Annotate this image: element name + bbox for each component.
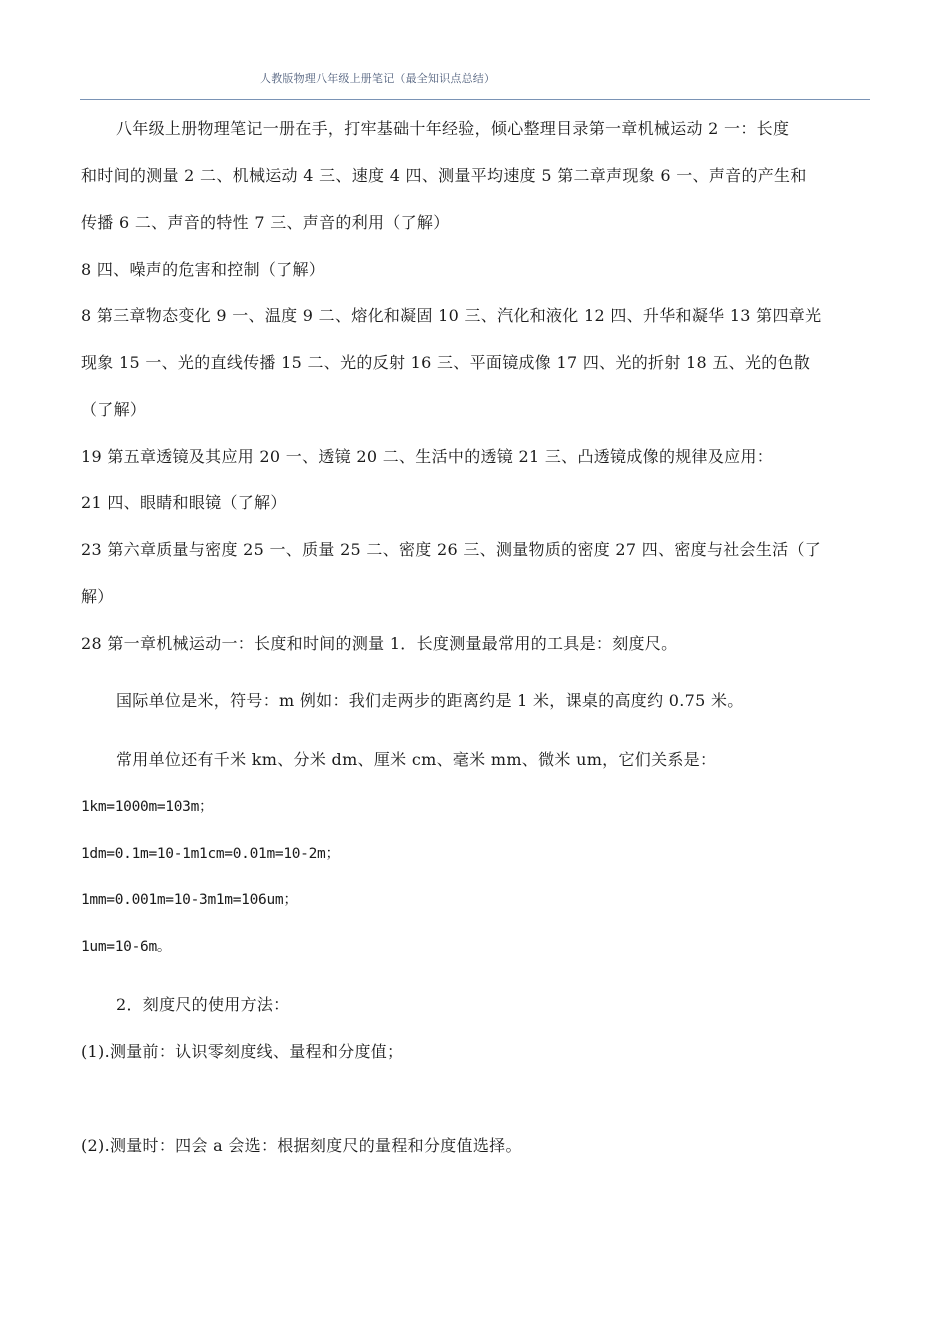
paragraph-line: 8 四、噪声的危害和控制（了解） <box>81 260 326 279</box>
formula-line: 1um=10-6m。 <box>81 939 172 955</box>
paragraph-line: 八年级上册物理笔记一册在手，打牢基础十年经验，倾心整理目录第一章机械运动 2 一：长度 <box>116 119 790 138</box>
header-divider <box>80 99 870 100</box>
page-header-title: 人教版物理八年级上册笔记（最全知识点总结） <box>260 72 496 85</box>
list-item: (1).测量前：认识零刻度线、量程和分度值； <box>81 1042 404 1061</box>
formula-line: 1mm=0.001m=10-3m1m=106um； <box>81 892 298 908</box>
paragraph-line: 28 第一章机械运动一：长度和时间的测量 1．长度测量最常用的工具是：刻度尺。 <box>81 634 678 653</box>
paragraph-line: 和时间的测量 2 二、机械运动 4 三、速度 4 四、测量平均速度 5 第二章声现象 6 一、声音的产生和 <box>81 166 807 185</box>
paragraph-line: 8 第三章物态变化 9 一、温度 9 二、熔化和凝固 10 三、汽化和液化 12 四、升华和凝华 13 第四章光 <box>81 306 822 325</box>
paragraph-line: 19 第五章透镜及其应用 20 一、透镜 20 二、生活中的透镜 21 三、凸透镜成像的规律及应用： <box>81 447 774 466</box>
formula-line: 1km=1000m=103m； <box>81 799 214 815</box>
paragraph-line: 常用单位还有千米 km、分米 dm、厘米 cm、毫米 mm、微米 um，它们关系是： <box>116 750 717 769</box>
section-heading: 2．刻度尺的使用方法： <box>116 995 290 1014</box>
paragraph-line: （了解） <box>81 400 147 419</box>
paragraph-line: 国际单位是米，符号：m 例如：我们走两步的距离约是 1 米，课桌的高度约 0.75 米。 <box>116 691 744 710</box>
paragraph-line: 23 第六章质量与密度 25 一、质量 25 二、密度 26 三、测量物质的密度 27 四、密度与社会生活（了 <box>81 540 822 559</box>
paragraph-line: 解） <box>81 587 114 606</box>
paragraph-line: 传播 6 二、声音的特性 7 三、声音的利用（了解） <box>81 213 450 232</box>
paragraph-line: 21 四、眼睛和眼镜（了解） <box>81 493 287 512</box>
paragraph-line: 现象 15 一、光的直线传播 15 二、光的反射 16 三、平面镜成像 17 四、光的折射 18 五、光的色散 <box>81 353 811 372</box>
list-item: (2).测量时：四会 a 会选：根据刻度尺的量程和分度值选择。 <box>81 1136 522 1155</box>
formula-line: 1dm=0.1m=10-1m1cm=0.01m=10-2m； <box>81 846 340 862</box>
